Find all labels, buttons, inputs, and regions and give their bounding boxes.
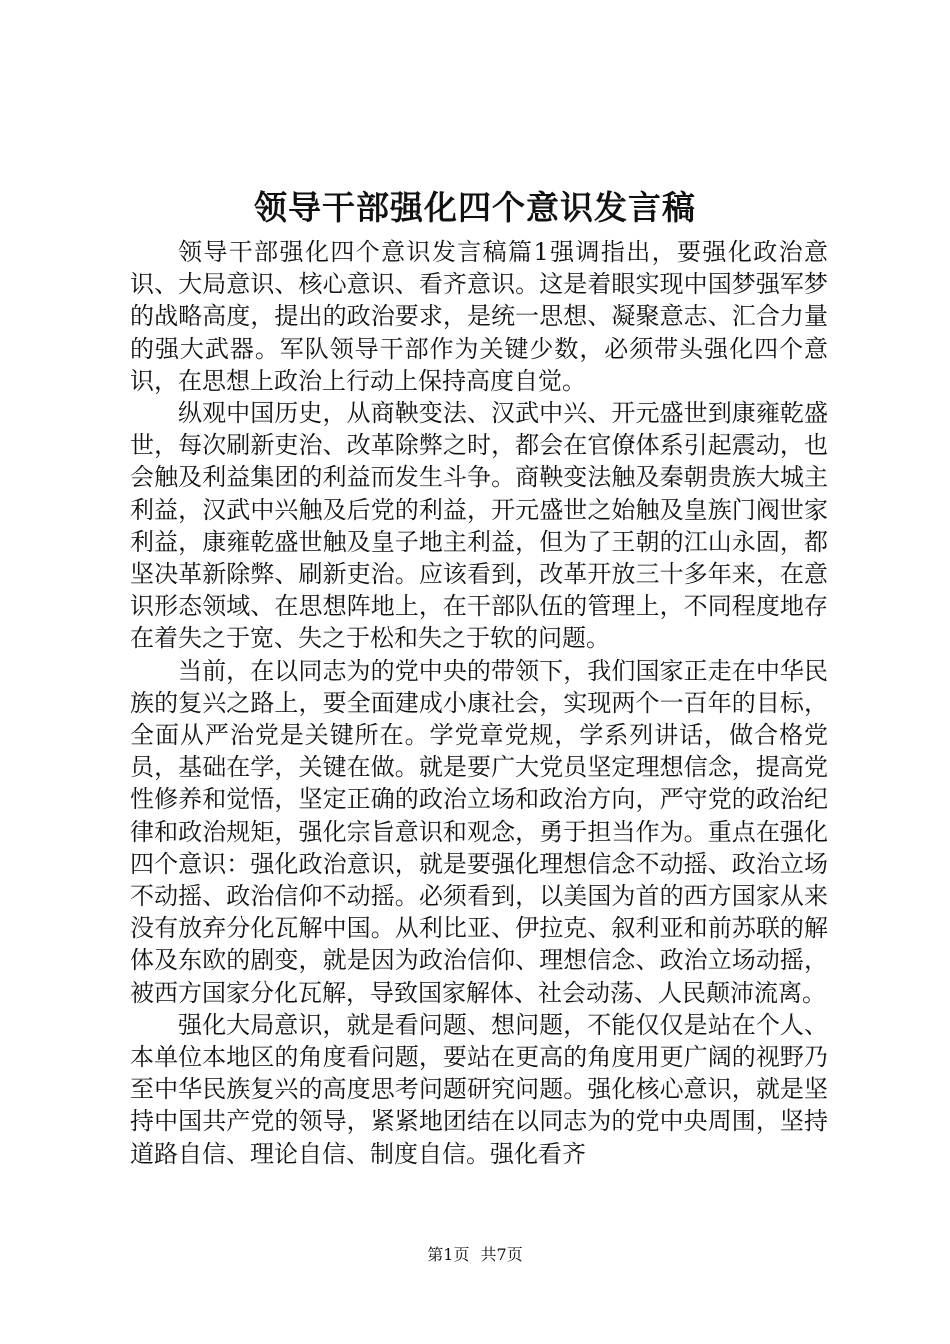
page-total: 共7页 bbox=[480, 1245, 523, 1264]
paragraph-4: 强化大局意识，就是看问题、想问题，不能仅仅是站在个人、本单位本地区的角度看问题，要站在更高的角度用更广阔的视野乃至中华民族复兴的高度思考问题研究问题。强化核心意识，就是坚持中国共产党的领导，紧紧地团结在以同志为的党中央周围，坚持道路自信、理论自信、制度自信。强化看齐 bbox=[130, 1010, 828, 1168]
page-number: 第1页 bbox=[427, 1245, 470, 1264]
page-footer bbox=[0, 1244, 950, 1266]
paragraph-3: 当前，在以同志为的党中央的带领下，我们国家正走在中华民族的复兴之路上，要全面建成小康社会，实现两个一百年的目标，全面从严治党是关键所在。学党章党规，学系列讲话，做合格党员，基础在学，关键在做。就是要广大党员坚定理想信念，提高党性修养和觉悟，坚定正确的政治立场和政治方向，严守党的政治纪律和政治规矩，强化宗旨意识和观念，勇于担当作为。重点在强化四个意识：强化政治意识，就是要强化理想信念不动摇、政治立场不动摇、政治信仰不动摇。必须看到，以美国为首的西方国家从来没有放弃分化瓦解中国。从利比亚、伊拉克、叙利亚和前苏联的解体及东欧的剧变，就是因为政治信仰、理想信念、政治立场动摇，被西方国家分化瓦解，导致国家解体、社会动荡、人民颠沛流离。 bbox=[130, 656, 828, 1007]
paragraph-2: 纵观中国历史，从商鞅变法、汉武中兴、开元盛世到康雍乾盛世，每次刷新吏治、改革除弊之时，都会在官僚体系引起震动，也会触及利益集团的利益而发生斗争。商鞅变法触及秦朝贵族大城主利益，汉武中兴触及后党的利益，开元盛世之始触及皇族门阀世家利益，康雍乾盛世触及皇子地主利益，但为了王朝的江山永固，都坚决革新除弊、刷新吏治。应该看到，改革开放三十多年来，在意识形态领域、在思想阵地上，在干部队伍的管理上，不同程度地存在着失之于宽、失之于松和失之于软的问题。 bbox=[130, 399, 828, 653]
paragraph-1: 领导干部强化四个意识发言稿篇1强调指出，要强化政治意识、大局意识、核心意识、看齐意识。这是着眼实现中国梦强军梦的战略高度，提出的政治要求，是统一思想、凝聚意志、汇合力量的强大武器。军队领导干部作为关键少数，必须带头强化四个意识，在思想上政治上行动上保持高度自觉。 bbox=[130, 238, 828, 395]
document-body bbox=[130, 236, 828, 1170]
document-title: 领导干部强化四个意识发言稿 bbox=[254, 188, 696, 227]
